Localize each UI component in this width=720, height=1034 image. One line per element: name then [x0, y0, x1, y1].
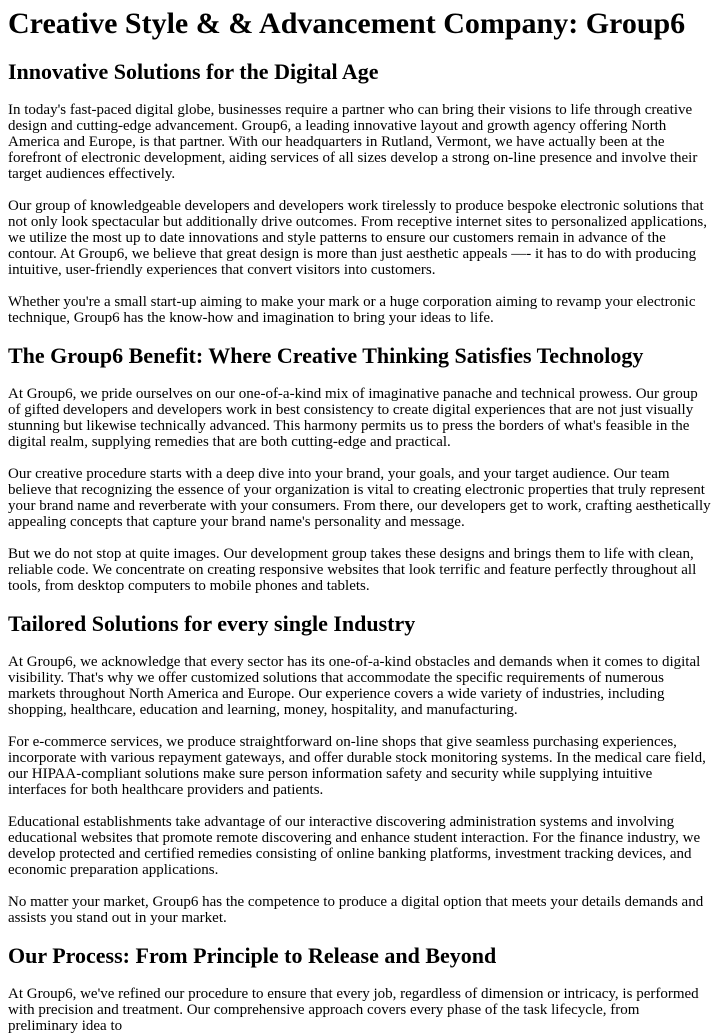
paragraph: At Group6, we pride ourselves on our one-of-a-kind mix of imaginative panache and technical prowess. Our group of gifted developers and developers work in best consistency to create digital experiences that are not just visually stunning but likewise technically advanced. This harmony permits us to press the borders of what's feasible in the digital realm, supplying remedies that are both cutting-edge and practical.	[8, 386, 698, 450]
section-our-process	[8, 942, 712, 1034]
section-group6-benefit	[8, 342, 712, 594]
paragraph: Whether you're a small start-up aiming to make your mark or a huge corporation aiming to revamp your electronic technique, Group6 has the know-how and imagination to bring your ideas to life.	[8, 294, 696, 326]
page-title: Creative Style & & Advancement Company: Group6	[8, 7, 686, 40]
paragraph: For e-commerce services, we produce straightforward on-line shops that give seamless purchasing experiences, incorporate with various repayment gateways, and offer durable stock monitoring systems. In the medical care field, our HIPAA-compliant solutions make sure person information safety and security while supplying intuitive interfaces for both healthcare providers and patients.	[8, 734, 706, 798]
section-heading: Tailored Solutions for every single Industry	[8, 611, 416, 636]
paragraph: At Group6, we acknowledge that every sector has its one-of-a-kind obstacles and demands when it comes to digital visibility. That's why we offer customized solutions that accommodate the specific requirements of numerous markets throughout North America and Europe. Our experience covers a wide variety of industries, including shopping, healthcare, education and learning, money, hospitality, and manufacturing.	[8, 654, 701, 718]
section-heading: The Group6 Benefit: Where Creative Thinking Satisfies Technology	[8, 343, 644, 368]
paragraph: Our group of knowledgeable developers and developers work tirelessly to produce bespoke electronic solutions that not only look spectacular but additionally drive outcomes. From receptive internet sites to personalized applications, we utilize the most up to date innovations and style patterns to ensure our customers remain in advance of the contour. At Group6, we believe that great design is more than just aesthetic appeals —- it has to do with producing intuitive, user-friendly experiences that convert visitors into customers.	[8, 198, 707, 278]
section-tailored-solutions	[8, 610, 712, 926]
paragraph: Educational establishments take advantage of our interactive discovering administration systems and involving educational websites that promote remote discovering and enhance student interaction. For the finance industry, we develop protected and certified remedies consisting of online banking platforms, investment tracking devices, and economic preparation applications.	[8, 814, 701, 878]
article	[0, 6, 720, 1034]
paragraph: But we do not stop at quite images. Our development group takes these designs and brings them to life with clean, reliable code. We concentrate on creating responsive websites that look terrific and feature perfectly throughout all tools, from desktop computers to mobile phones and tablets.	[8, 546, 697, 594]
section-innovative-solutions	[8, 58, 712, 326]
paragraph: No matter your market, Group6 has the competence to produce a digital option that meets your details demands and assists you stand out in your market.	[8, 894, 704, 926]
section-heading: Innovative Solutions for the Digital Age	[8, 59, 379, 84]
paragraph: Our creative procedure starts with a deep dive into your brand, your goals, and your target audience. Our team believe that recognizing the essence of your organization is vital to creating electronic properties that truly represent your brand name and reverberate with your consumers. From there, our developers get to work, crafting aesthetically appealing concepts that capture your brand name's personality and message.	[8, 466, 711, 530]
paragraph: At Group6, we've refined our procedure to ensure that every job, regardless of dimension or intricacy, is performed with precision and treatment. Our comprehensive approach covers every phase of the task lifecycle, from preliminary idea to	[8, 986, 699, 1034]
section-heading: Our Process: From Principle to Release and Beyond	[8, 943, 497, 968]
paragraph: In today's fast-paced digital globe, businesses require a partner who can bring their visions to life through creative design and cutting-edge advancement. Group6, a leading innovative layout and growth agency offering North America and Europe, is that partner. With our headquarters in Rutland, Vermont, we have actually been at the forefront of electronic development, aiding services of all sizes develop a strong on-line presence and involve their target audiences effectively.	[8, 102, 698, 182]
